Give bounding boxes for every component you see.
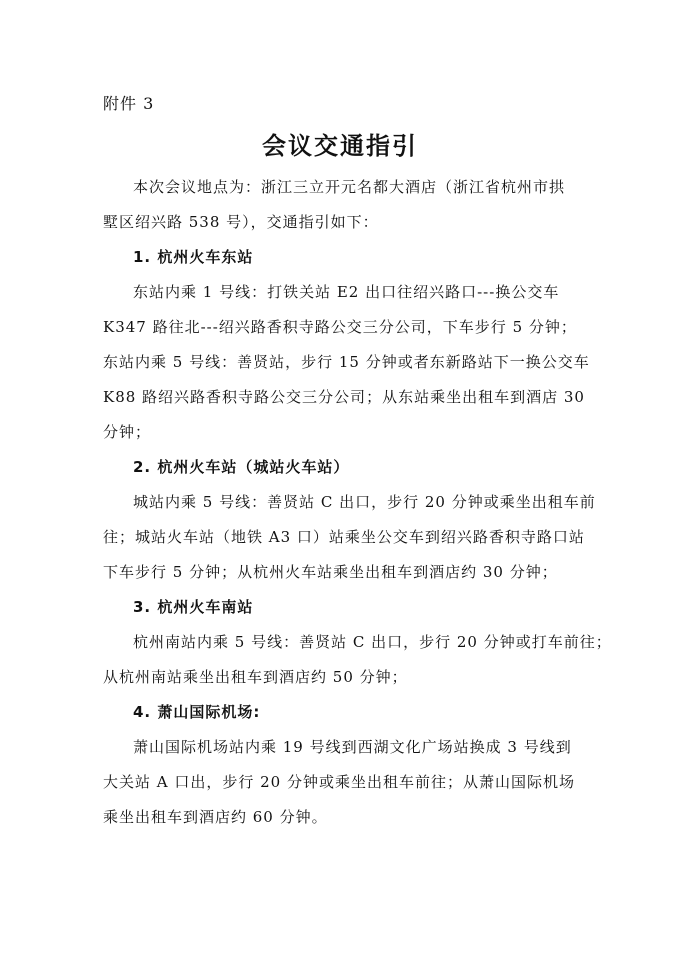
section-heading: 3. 杭州火车南站 (133, 598, 254, 616)
section-heading: 1. 杭州火车东站 (133, 248, 254, 266)
section-line: 分钟； (103, 423, 152, 441)
section-line: 城站内乘 5 号线：善贤站 C 出口，步行 20 分钟或乘坐出租车前 (133, 493, 596, 511)
section-line: 东站内乘 5 号线：善贤站，步行 15 分钟或者东新路站下一换公交车 (103, 353, 590, 371)
section-line: 东站内乘 1 号线：打铁关站 E2 出口往绍兴路口---换公交车 (133, 283, 560, 301)
section-line: 从杭州南站乘坐出租车到酒店约 50 分钟； (103, 668, 408, 686)
section-line: K88 路绍兴路香积寺路公交三分公司；从东站乘坐出租车到酒店 30 (103, 388, 585, 406)
section-airport (103, 695, 579, 835)
section-east-station (103, 240, 590, 450)
document-body (103, 170, 612, 835)
attachment-label: 附件 3 (103, 94, 155, 113)
intro-paragraph (103, 170, 579, 240)
section-line: 下车步行 5 分钟；从杭州火车站乘坐出租车到酒店约 30 分钟； (103, 563, 558, 581)
section-line: 萧山国际机场站内乘 19 号线到西湖文化广场站换成 3 号线到 (133, 738, 572, 756)
section-line: 杭州南站内乘 5 号线：善贤站 C 出口，步行 20 分钟或打车前往； (133, 633, 612, 651)
section-line: 大关站 A 口出，步行 20 分钟或乘坐出租车前往；从萧山国际机场 (103, 773, 575, 791)
section-south-station (103, 590, 612, 695)
section-heading: 2. 杭州火车站（城站火车站） (133, 458, 350, 476)
section-line: 乘坐出租车到酒店约 60 分钟。 (103, 808, 328, 826)
intro-line: 墅区绍兴路 538 号），交通指引如下： (103, 213, 379, 231)
intro-line: 本次会议地点为：浙江三立开元名都大酒店（浙江省杭州市拱 (133, 178, 566, 196)
section-heading: 4. 萧山国际机场: (133, 703, 261, 721)
page-title: 会议交通指引 (262, 132, 418, 160)
section-city-station (103, 450, 596, 590)
section-line: K347 路往北---绍兴路香积寺路公交三分公司，下车步行 5 分钟； (103, 318, 577, 336)
section-line: 往；城站火车站（地铁 A3 口）站乘坐公交车到绍兴路香积寺路口站 (103, 528, 585, 546)
